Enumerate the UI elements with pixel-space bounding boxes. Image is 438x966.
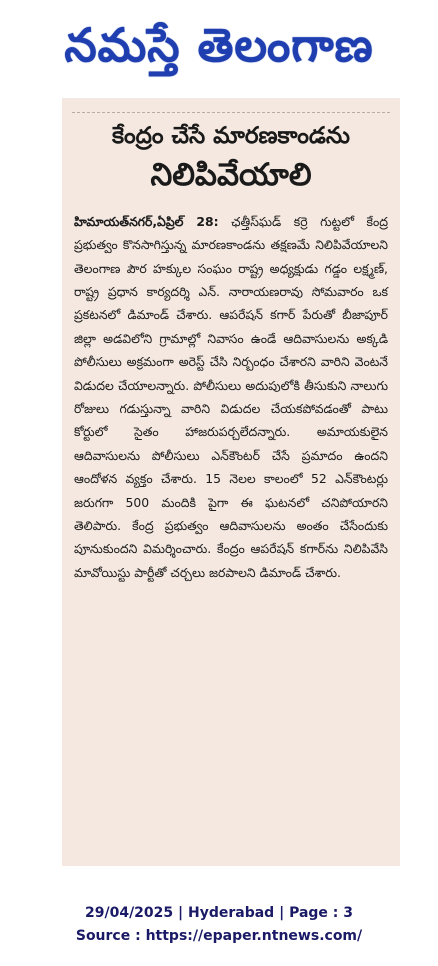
footer-date-city-page: 29/04/2025 | Hyderabad | Page : 3 (84, 905, 354, 921)
headline-line-2: నిలిపివేయాలి (150, 156, 312, 193)
masthead-title: నమస్తే తెలంగాణ (64, 18, 374, 72)
newspaper-masthead (10, 8, 428, 82)
footer-source-link[interactable]: Source : https://epaper.ntnews.com/ (75, 928, 363, 944)
article-dateline: హిమాయత్‌నగర్,ఏప్రిల్ 28: (74, 213, 219, 229)
torn-edge-strip (72, 98, 390, 113)
article-clipping (62, 98, 400, 866)
headline-line-1: కేంద్రం చేసే మారణకాండను (111, 123, 351, 149)
article-text: ఛత్తీస్‌ఘడ్ కర్రె గుట్టలో కేంద్ర ప్రభుత్వం కొనసాగిస్తున్న మారణకాండను తక్షణమే నిలిపివేయాలని తెలంగాణ పౌర హక్కుల సంఘం రాష్ట్ర అధ్యక్షుడు గడ్డం లక్ష్మణ్, రాష్ట్ర ప్రధాన కార్యదర్శి ఎన్. నారాయణరావు సోమవారం ఒక ప్రకటనలో డిమాండ్ చేశారు. ఆపరేషన్ కగార్ పేరుతో బీజాపూర్ జిల్లా అడవిలోని గ్రామాల్లో నివాసం ఉండే ఆదివాసులను అక్కడి పోలీసులు అక్రమంగా అరెస్ట్ చేసి నిర్బంధం చేశారని వారిని వెంటనే విడుదల చేయాలన్నారు. పోలీసులు అదుపులోకి తీసుకుని నాలుగు రోజులు గడుస్తున్నా వారిని విడుదల చేయకపోవడంతో పాటు కోర్టులో సైతం హాజరుపర్చలేదన్నారు. అమాయకులైన ఆదివాసులను పోలీసులు ఎన్‌కౌంటర్ చేసే ప్రమాదం ఉందని ఆందోళన వ్యక్తం చేశారు. 15 నెలల కాలంలో 52 ఎన్‌కౌంటర్లు జరుగగా 500 మందికి పైగా ఈ ఘటనలో చనిపోయారని తెలిపారు. కేంద్ర ప్రభుత్వం ఆదివాసులను అంతం చేసేందుకు పూనుకుందని విమర్శించారు. కేంద్రం ఆపరేషన్ కగార్‌ను నిలిపివేసి మావోయిస్టు పార్టీతో చర్చలు జరపాలని డిమాండ్ చేశారు. (74, 213, 388, 580)
article-body (74, 210, 388, 585)
